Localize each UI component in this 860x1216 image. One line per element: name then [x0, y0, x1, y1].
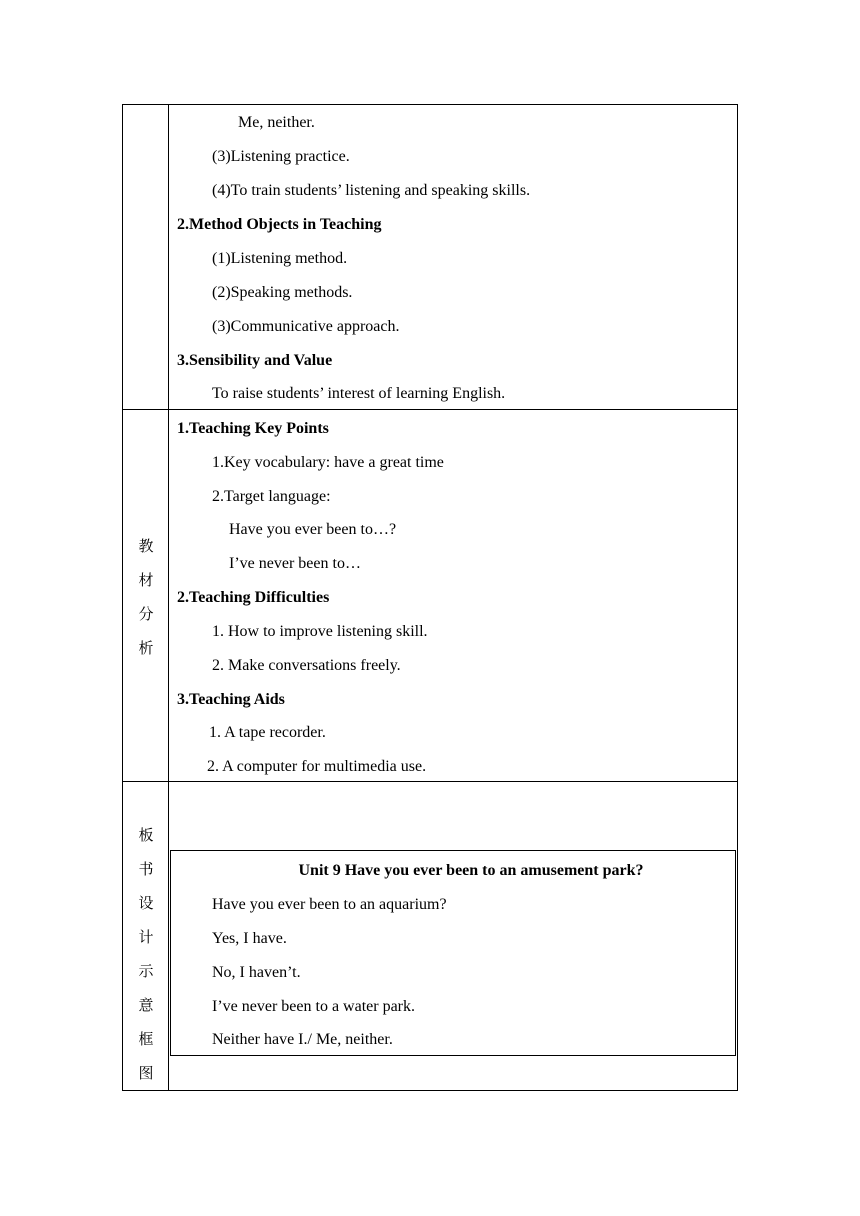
- label-column-divider: [168, 104, 169, 1091]
- label-char: 材: [138, 571, 154, 589]
- board-line: Have you ever been to an aquarium?: [212, 896, 447, 913]
- difficulty-item: 1. How to improve listening skill.: [212, 623, 428, 640]
- board-line: I’ve never been to a water park.: [212, 998, 415, 1015]
- section-heading: 1.Teaching Key Points: [177, 420, 329, 437]
- label-char: 图: [138, 1064, 154, 1082]
- label-char: 教: [138, 537, 154, 555]
- row-divider-1: [122, 409, 738, 410]
- table-left-border: [122, 104, 123, 1091]
- section-heading: 3.Teaching Aids: [177, 691, 285, 708]
- label-char: 板: [138, 826, 154, 844]
- objective-item: (3)Listening practice.: [212, 148, 350, 165]
- table-bottom-border: [122, 1090, 738, 1091]
- label-char: 框: [138, 1030, 154, 1048]
- target-language-line: I’ve never been to…: [229, 555, 361, 572]
- key-point-item: 1.Key vocabulary: have a great time: [212, 454, 444, 471]
- board-line: Yes, I have.: [212, 930, 287, 947]
- answer-line: Me, neither.: [238, 114, 315, 131]
- aid-item: 2. A computer for multimedia use.: [207, 758, 427, 775]
- label-char: 示: [138, 962, 154, 980]
- key-point-item: 2.Target language:: [212, 488, 331, 505]
- section-heading: 2.Method Objects in Teaching: [177, 216, 382, 233]
- label-char: 书: [138, 860, 154, 878]
- objective-item: (4)To train students’ listening and speaking skills.: [212, 182, 531, 199]
- label-char: 设: [138, 894, 154, 912]
- section-heading: 3.Sensibility and Value: [177, 352, 333, 369]
- aid-item: 1. A tape recorder.: [209, 724, 326, 741]
- label-char: 分: [138, 605, 154, 623]
- method-item: (1)Listening method.: [212, 250, 348, 267]
- method-item: (2)Speaking methods.: [212, 284, 353, 301]
- value-item: To raise students’ interest of learning English.: [212, 385, 506, 402]
- label-char: 析: [138, 639, 154, 657]
- method-item: (3)Communicative approach.: [212, 318, 400, 335]
- row-divider-2: [122, 781, 738, 782]
- difficulty-item: 2. Make conversations freely.: [212, 657, 401, 674]
- table-right-border: [737, 104, 738, 1091]
- board-line: No, I haven’t.: [212, 964, 301, 981]
- section-heading: 2.Teaching Difficulties: [177, 589, 330, 606]
- table-top-border: [122, 104, 738, 105]
- board-line: Neither have I./ Me, neither.: [212, 1031, 393, 1048]
- target-language-line: Have you ever been to…?: [229, 521, 397, 538]
- label-char: 计: [138, 928, 154, 946]
- board-title: Unit 9 Have you ever been to an amusement park?: [298, 862, 644, 879]
- label-char: 意: [138, 996, 154, 1014]
